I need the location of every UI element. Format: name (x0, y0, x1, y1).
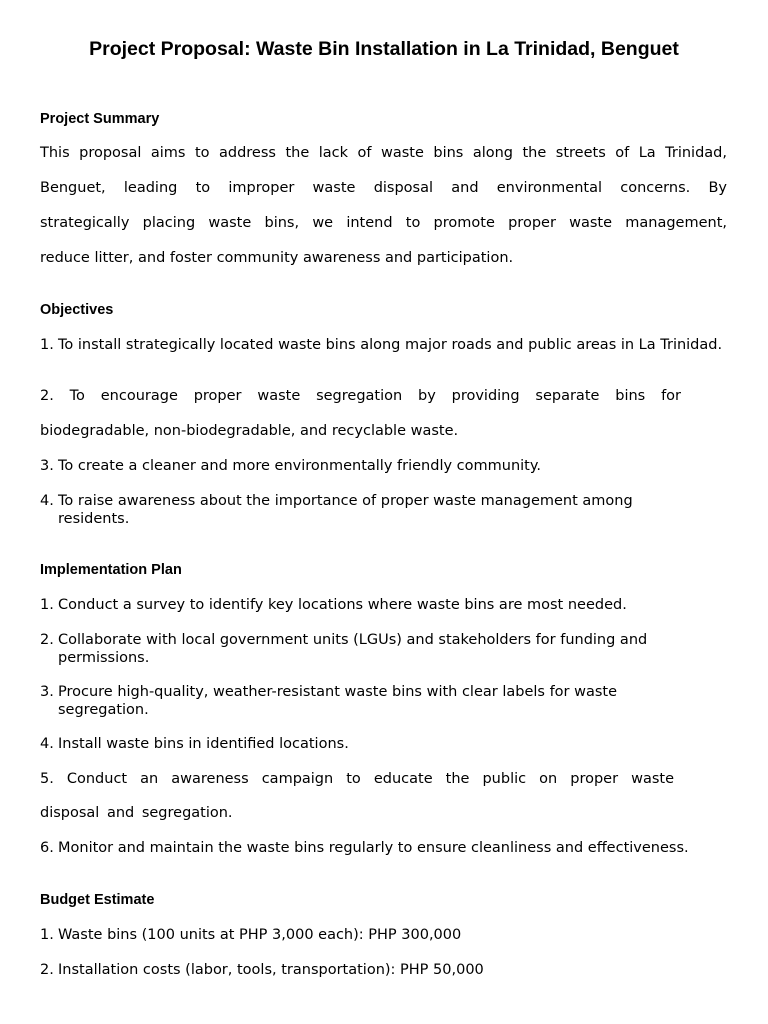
objective-item-line: biodegradable, non-biodegradable, and recyclable waste. (40, 423, 459, 439)
list-text: Installation costs (labor, tools, transportation): PHP 50,000 (58, 962, 484, 978)
budget-item (40, 926, 740, 944)
implementation-item-line: disposal and segregation. (40, 805, 233, 821)
implementation-item-line: 5. Conduct an awareness campaign to educate the public on proper waste (40, 771, 674, 787)
implementation-item (40, 839, 768, 857)
list-number: 2. (40, 962, 54, 978)
list-number: 2. (40, 632, 54, 648)
list-number: 1. (40, 927, 54, 943)
list-text: Install waste bins in identified locations. (58, 736, 349, 752)
list-number: 1. (40, 337, 54, 353)
list-text: Waste bins (100 units at PHP 3,000 each): PHP 300,000 (58, 927, 462, 943)
summary-line: This proposal aims to address the lack of waste bins along the streets of La Trinidad, (40, 145, 727, 161)
section-heading-objectives: Objectives (40, 302, 114, 318)
list-number: 4. (40, 493, 54, 509)
list-number: 3. (40, 458, 54, 474)
list-text: Conduct a survey to identify key locations where waste bins are most needed. (58, 597, 627, 613)
list-number: 4. (40, 736, 54, 752)
objective-item (40, 336, 740, 354)
objective-item (40, 492, 700, 528)
list-text: To raise awareness about the importance of proper waste management among residents. (58, 493, 633, 527)
summary-line: strategically placing waste bins, we intend to promote proper waste management, (40, 215, 727, 231)
summary-line: reduce litter, and foster community awareness and participation. (40, 250, 514, 266)
implementation-item (40, 735, 740, 753)
list-number: 3. (40, 684, 54, 700)
objective-item (40, 457, 740, 475)
section-heading-budget: Budget Estimate (40, 892, 155, 908)
section-heading-implementation: Implementation Plan (40, 562, 182, 578)
list-text: Procure high-quality, weather-resistant waste bins with clear labels for waste segregation. (58, 684, 618, 718)
list-number: 1. (40, 597, 54, 613)
objective-item-line: 2. To encourage proper waste segregation by providing separate bins for (40, 388, 681, 404)
list-text: To install strategically located waste bins along major roads and public areas in La Trinidad. (58, 337, 723, 353)
list-text: Monitor and maintain the waste bins regularly to ensure cleanliness and effectiveness. (58, 840, 689, 856)
summary-line: Benguet, leading to improper waste disposal and environmental concerns. By (40, 180, 727, 196)
budget-item (40, 961, 740, 979)
list-text: Collaborate with local government units (LGUs) and stakeholders for funding and permissions. (58, 632, 648, 666)
implementation-item (40, 683, 680, 719)
list-text: To create a cleaner and more environmentally friendly community. (58, 458, 541, 474)
section-heading-summary: Project Summary (40, 111, 160, 127)
list-number: 6. (40, 840, 54, 856)
implementation-item (40, 596, 740, 614)
document-title: Project Proposal: Waste Bin Installation in La Trinidad, Benguet (89, 38, 679, 60)
implementation-item (40, 631, 710, 667)
